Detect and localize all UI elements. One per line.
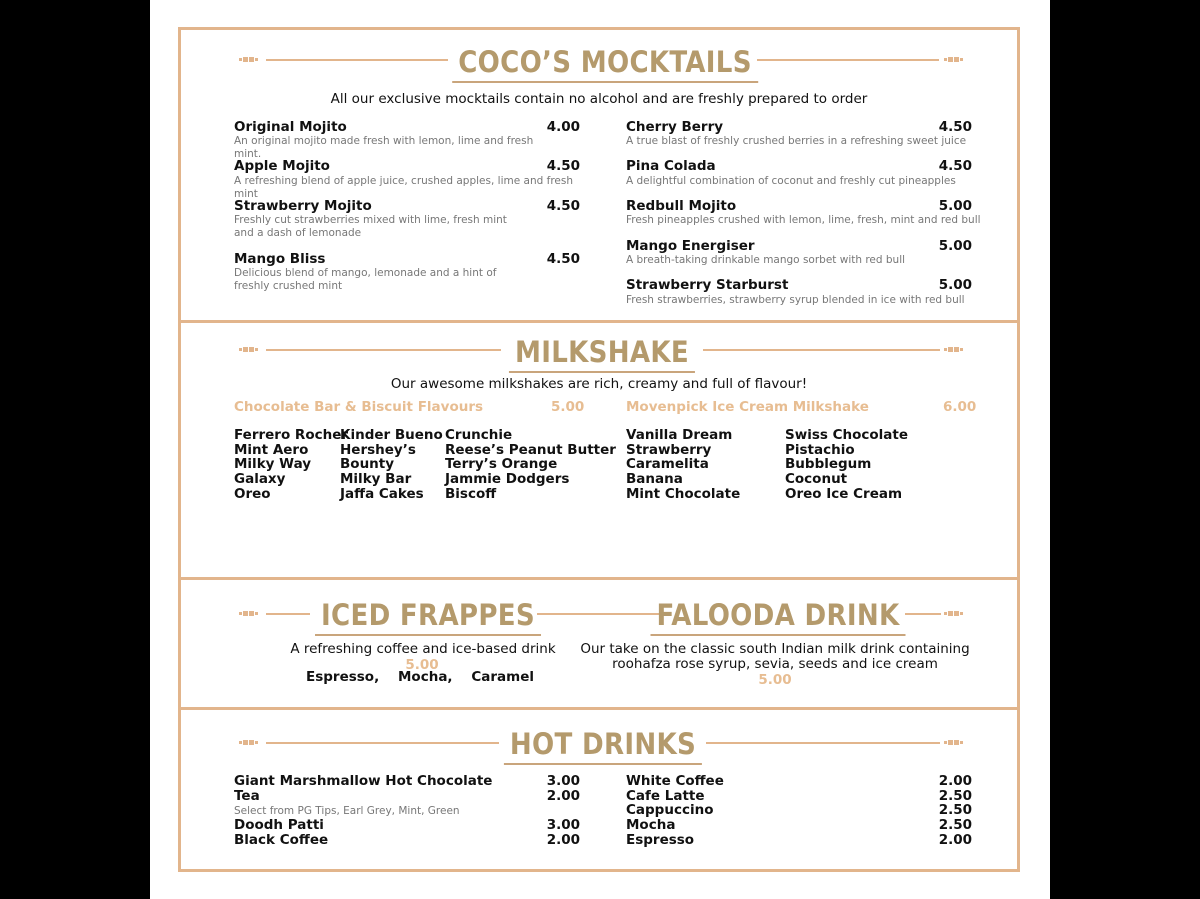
menu-item-name: Cafe Latte — [626, 788, 705, 804]
falooda-price: 5.00 — [758, 672, 792, 688]
menu-item-name: Strawberry Mojito — [234, 198, 372, 214]
title-ornament-left — [239, 347, 259, 353]
title-ornament-right — [944, 611, 964, 617]
menu-item-name: Pina Colada — [626, 158, 716, 174]
falooda-description-line-1: Our take on the classic south Indian milk drink containing — [580, 641, 970, 657]
flavour-item: Bubblegum — [785, 456, 872, 473]
flavour-item: Strawberry — [626, 441, 712, 458]
menu-item-description: Freshly cut strawberries mixed with lime, fresh mint and a dash of lemonade — [234, 214, 507, 239]
title-rule-left — [266, 742, 499, 744]
title-ornament-right — [944, 740, 964, 746]
menu-item-description: A delightful combination of coconut and freshly cut pineapples — [626, 175, 956, 187]
flavour-item: Pistachio — [785, 441, 855, 458]
menu-item-price: 2.50 — [938, 802, 972, 818]
menu-item-name: Giant Marshmallow Hot Chocolate — [234, 773, 493, 789]
menu-item-description: Fresh pineapples crushed with lemon, lime, fresh, mint and red bull — [626, 214, 981, 226]
flavour-item: Milky Way — [234, 456, 312, 473]
title-ornament-right — [944, 347, 964, 353]
menu-item-description: A breath-taking drinkable mango sorbet with red bull — [626, 254, 906, 266]
title-rule-right — [757, 59, 939, 61]
menu-item-name: Doodh Patti — [234, 817, 324, 833]
frappes-subtitle: A refreshing coffee and ice-based drink — [290, 641, 556, 657]
flavour-item: Milky Bar — [340, 471, 412, 488]
flavour-item: Vanilla Dream — [626, 427, 733, 443]
menu-item-name: Black Coffee — [234, 832, 329, 848]
hot-drinks-title: HOT DRINKS — [504, 725, 702, 765]
menu-item-price: 2.00 — [938, 832, 972, 848]
menu-item-price: 2.00 — [938, 773, 972, 789]
title-rule-right — [703, 349, 940, 351]
menu-item-name: Cappuccino — [626, 802, 714, 818]
ice-cream-flavour-list — [785, 428, 908, 502]
flavour-item: Hershey’s — [340, 441, 416, 458]
title-ornament-right — [944, 57, 964, 63]
menu-item-description: A refreshing blend of apple juice, crushed apples, lime and fresh mint — [234, 175, 573, 200]
menu-item-price: 5.00 — [938, 277, 972, 293]
frappes-title: ICED FRAPPES — [315, 596, 541, 636]
menu-item-price: 4.50 — [546, 158, 580, 174]
choc-flavours-heading: Chocolate Bar & Biscuit Flavours — [234, 399, 484, 415]
frappes-options: Espresso, Mocha, Caramel — [305, 669, 535, 685]
menu-item-description: A true blast of freshly crushed berries in a refreshing sweet juice — [626, 135, 967, 147]
menu-item-name: Apple Mojito — [234, 158, 330, 174]
flavour-item: Ferrero Rocher — [234, 427, 349, 443]
menu-item-description: An original mojito made fresh with lemon, lime and fresh mint. — [234, 135, 534, 160]
flavour-item: Galaxy — [234, 471, 286, 488]
milkshake-title: MILKSHAKE — [509, 333, 695, 373]
flavour-item: Caramelita — [626, 456, 709, 473]
choc-flavour-list — [234, 428, 348, 502]
menu-item-price: 4.50 — [546, 198, 580, 214]
menu-item-price: 4.50 — [546, 251, 580, 267]
menu-item-name: Tea — [234, 788, 260, 804]
frappes-price: 5.00 — [405, 657, 439, 673]
menu-item-price: 2.50 — [938, 817, 972, 833]
menu-item-name: Strawberry Starburst — [626, 277, 789, 293]
mocktails-subtitle: All our exclusive mocktails contain no alcohol and are freshly prepared to order — [330, 91, 868, 107]
menu-item-price: 2.00 — [546, 832, 580, 848]
flavour-item: Jammie Dodgers — [445, 471, 570, 488]
falooda-description-line-2: roohafza rose syrup, sevia, seeds and ice cream — [612, 656, 938, 672]
mocktails-section — [178, 27, 1020, 323]
menu-item-price: 2.00 — [546, 788, 580, 804]
title-ornament-left — [239, 57, 259, 63]
menu-page — [150, 0, 1050, 899]
mocktails-title: COCO’S MOCKTAILS — [452, 43, 758, 83]
menu-item-name: Cherry Berry — [626, 119, 724, 135]
menu-item-description: Fresh strawberries, strawberry syrup blended in ice with red bull — [626, 294, 965, 306]
choc-flavour-list — [340, 428, 443, 502]
menu-item-price: 4.50 — [938, 158, 972, 174]
ice-cream-heading: Movenpick Ice Cream Milkshake — [626, 399, 869, 415]
flavour-item: Biscoff — [445, 485, 497, 502]
ice-cream-price: 6.00 — [943, 399, 977, 415]
flavour-item: Mint Aero — [234, 441, 309, 458]
milkshake-subtitle: Our awesome milkshakes are rich, creamy and full of flavour! — [390, 376, 808, 392]
menu-item-price: 4.50 — [938, 119, 972, 135]
menu-item-price: 5.00 — [938, 238, 972, 254]
menu-item-name: Espresso — [626, 832, 695, 848]
flavour-item: Oreo Ice Cream — [785, 485, 903, 502]
flavour-item: Kinder Bueno — [340, 427, 443, 443]
ice-cream-flavour-list — [626, 428, 740, 502]
flavour-item: Oreo — [234, 485, 271, 502]
flavour-item: Swiss Chocolate — [785, 427, 909, 443]
title-rule-right — [905, 613, 941, 615]
menu-item-name: Redbull Mojito — [626, 198, 737, 214]
choc-flavours-price: 5.00 — [551, 399, 585, 415]
flavour-item: Crunchie — [445, 427, 513, 443]
flavour-item: Jaffa Cakes — [340, 485, 424, 502]
title-rule-right — [706, 742, 940, 744]
title-ornament-left — [239, 740, 259, 746]
menu-item-description: Select from PG Tips, Earl Grey, Mint, Green — [234, 805, 460, 817]
frappes-falooda-section — [178, 577, 1020, 710]
title-rule-left — [266, 59, 448, 61]
menu-item-price: 3.00 — [546, 773, 580, 789]
menu-item-price: 2.50 — [938, 788, 972, 804]
menu-item-description: Delicious blend of mango, lemonade and a hint of freshly crushed mint — [234, 267, 497, 292]
title-rule-left — [266, 349, 501, 351]
title-rule-middle — [537, 613, 659, 615]
menu-item-name: Mocha — [626, 817, 676, 833]
title-ornament-left — [239, 611, 259, 617]
menu-item-price: 4.00 — [546, 119, 580, 135]
milkshake-section — [178, 320, 1020, 580]
menu-item-price: 3.00 — [546, 817, 580, 833]
menu-item-price: 5.00 — [938, 198, 972, 214]
flavour-item: Coconut — [785, 471, 848, 488]
flavour-item: Mint Chocolate — [626, 485, 741, 502]
flavour-item: Terry’s Orange — [445, 456, 558, 473]
menu-item-name: Mango Bliss — [234, 251, 326, 267]
title-rule-left — [266, 613, 310, 615]
falooda-title: FALOODA DRINK — [651, 596, 906, 636]
flavour-item: Bounty — [340, 456, 395, 473]
menu-item-name: White Coffee — [626, 773, 724, 789]
flavour-item: Reese’s Peanut Butter — [445, 441, 616, 458]
menu-item-name: Mango Energiser — [626, 238, 755, 254]
flavour-item: Banana — [626, 471, 683, 488]
menu-item-name: Original Mojito — [234, 119, 347, 135]
choc-flavour-list — [445, 428, 616, 502]
hot-drinks-section — [178, 707, 1020, 872]
